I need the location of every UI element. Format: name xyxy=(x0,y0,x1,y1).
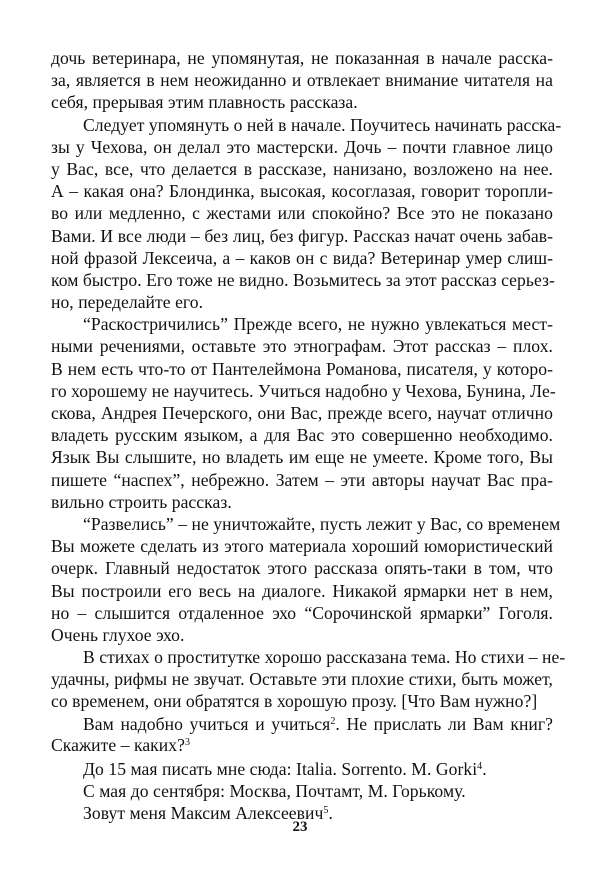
text-line: Вы можете сделать из этого материала хороший юмористический xyxy=(51,536,553,557)
text-line: но – слышится отдаленное эхо “Сорочинской ярмарки” Гоголя. xyxy=(51,602,553,623)
closing-line-2 xyxy=(51,735,553,755)
text-line: со временем, они обратятся в хорошую прозу. [Что Вам нужно?] xyxy=(51,691,538,712)
text-line: Следует упомянуть о ней в начале. Поучитесь начинать расска- xyxy=(83,114,562,135)
text-line: В стихах о проститутке хорошо рассказана тема. Но стихи – не- xyxy=(83,647,566,668)
text-line: владеть русским языком, а для Вас это совершенно необходимо. xyxy=(51,425,553,446)
closing-line-1 xyxy=(51,713,553,735)
text-line: скова, Андрея Печерского, они Вас, прежде всего, научат отлично xyxy=(51,403,553,423)
closing-text: . Не прислать ли Вам книг? xyxy=(335,713,553,734)
closing-text: . xyxy=(482,758,487,779)
text-line: ком быстро. Его тоже не видно. Возьмитесь за этот рассказ серьез- xyxy=(51,269,555,290)
paragraph-5 xyxy=(51,646,566,713)
address-text: До 15 мая писать мне сюда: Italia. Sorrento. M. Gorki xyxy=(83,758,478,779)
closing-line-3 xyxy=(51,758,553,780)
paragraph-4 xyxy=(51,513,561,646)
paragraph-3 xyxy=(51,313,556,513)
text-line: ной фразой Лексеича, а – каков он с вида? Ветеринар умер слиш- xyxy=(51,247,553,268)
text-line: В нем есть что-то от Пантелеймона Романова, писателя, у которо- xyxy=(51,358,553,379)
text-line: Вы построили его весь на диалоге. Никакой ярмарки нет в нем, xyxy=(51,580,553,601)
text-line: го хорошему не научитесь. Учиться надобно у Чехова, Бунина, Ле- xyxy=(51,380,556,401)
text-line: А – какая она? Блондинка, высокая, косоглазая, говорит торопли- xyxy=(51,181,553,202)
text-line: Вами. И все люди – без лиц, без фигур. Рассказ начат очень забав- xyxy=(51,225,553,246)
text-line: ными речениями, оставьте это этнографам. Этот рассказ – плох. xyxy=(51,336,553,357)
text-line: у Вас, все, что делается в рассказе, нанизано, возложено на нее. xyxy=(51,158,553,179)
text-line: “Раскостричились” Прежде всего, не нужно увлекаться мест- xyxy=(83,314,553,335)
signature-text: Зовут меня Максим Алексеевич xyxy=(83,803,324,824)
text-line: но, переделайте его. xyxy=(51,292,204,313)
paragraph-2 xyxy=(51,114,562,314)
paragraph-1 xyxy=(51,47,553,114)
footnote-marker: 2 xyxy=(330,715,336,727)
text-line: во или медленно, с жестами или спокойно? Все это не показано xyxy=(51,203,553,224)
closing-text: Вам надобно учиться и учиться xyxy=(83,713,331,734)
page-number: 23 xyxy=(292,819,308,835)
text-line: дочь ветеринара, не упомянутая, не показанная в начале расска- xyxy=(51,48,553,68)
text-line: вильно строить рассказ. xyxy=(51,491,232,512)
closing-text: . xyxy=(328,803,333,824)
text-line: очерк. Главный недостаток этого рассказа опять-таки в том, что xyxy=(51,558,553,579)
text-line: “Развелись” – не уничтожайте, пусть лежит у Вас, со временем xyxy=(83,513,561,534)
text-line: пишете “наспех”, небрежно. Затем – эти авторы научат Вас пра- xyxy=(51,469,553,490)
text-line: зы у Чехова, он делал это мастерски. Дочь – почти главное лицо xyxy=(51,136,553,157)
text-line: себя, прерывая этим плавность рассказа. xyxy=(51,92,358,113)
closing-block xyxy=(51,713,553,825)
closing-text: Скажите – каких? xyxy=(51,734,185,755)
footnote-marker: 3 xyxy=(184,736,191,748)
text-line: удачны, рифмы не звучат. Оставьте эти плохие стихи, быть может, xyxy=(51,669,553,690)
text-line: Очень глухое эхо. xyxy=(51,624,185,645)
text-line: за, является в нем неожиданно и отвлекает внимание читателя на xyxy=(51,70,553,91)
footnote-marker: 4 xyxy=(477,760,483,772)
text-line: Язык Вы слышите, но владеть им еще не умеете. Кроме того, Вы xyxy=(51,447,553,468)
closing-line-4: С мая до сентября: Москва, Почтамт, М. Горькому. xyxy=(83,781,466,801)
page-body xyxy=(51,47,566,824)
footnote-marker: 5 xyxy=(323,805,329,817)
